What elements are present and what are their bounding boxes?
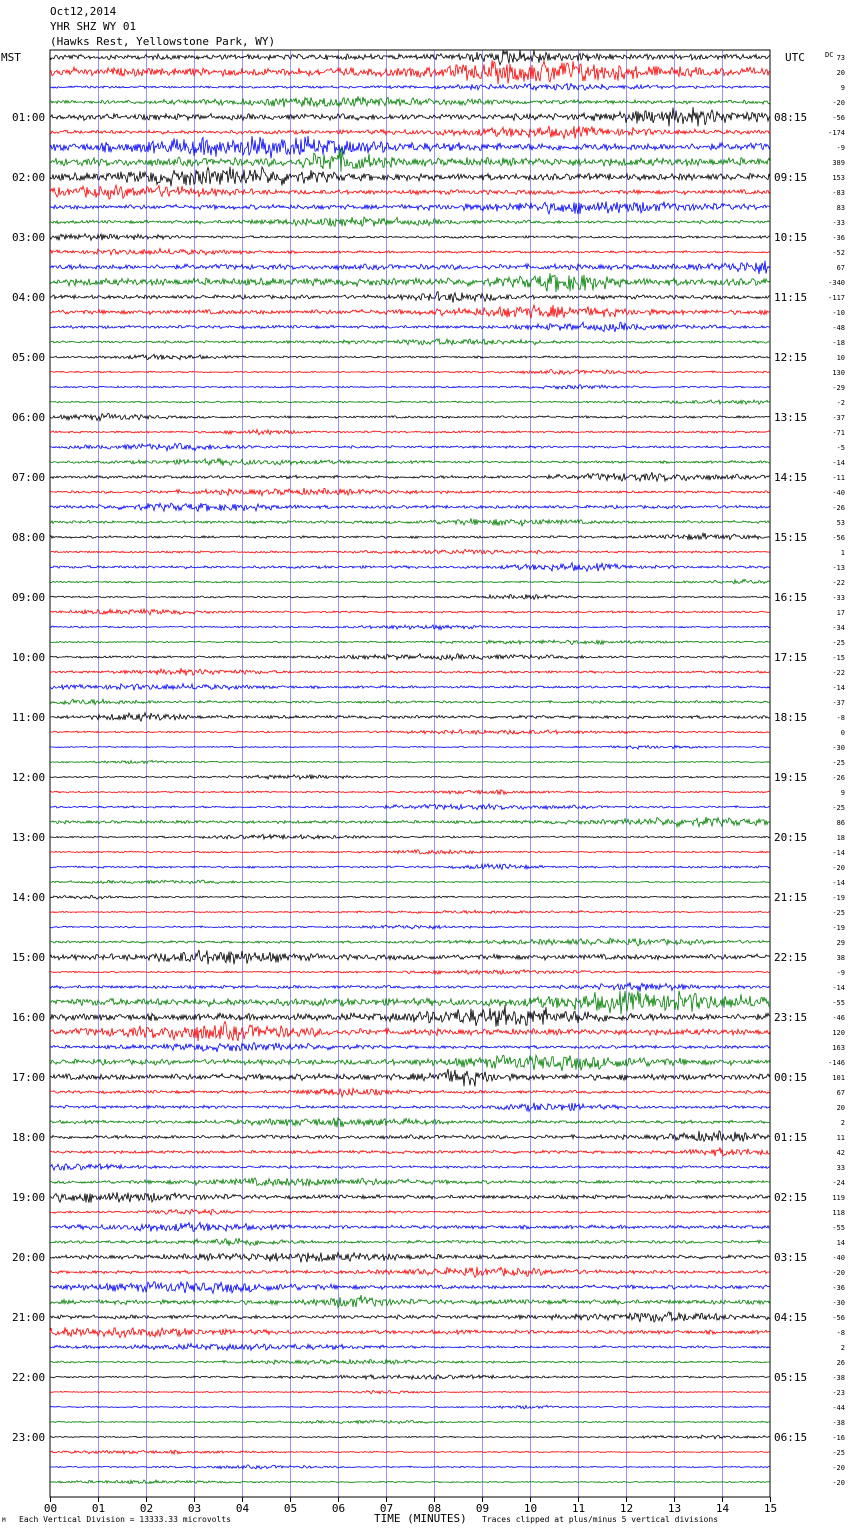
seismic-trace <box>50 1069 770 1087</box>
scale-note: Each Vertical Division = 13333.33 microvolts <box>19 1515 231 1524</box>
dc-offset-label: -22 <box>832 669 845 677</box>
seismic-trace <box>50 413 770 420</box>
dc-offset-label: -14 <box>832 879 845 887</box>
seismic-trace <box>50 1117 770 1127</box>
dc-offset-label: -16 <box>832 1434 845 1442</box>
seismic-trace <box>50 107 770 126</box>
seismic-trace <box>50 1420 770 1424</box>
seismic-trace <box>50 579 770 584</box>
dc-offset-label: -11 <box>832 474 845 482</box>
seismic-trace <box>50 880 770 884</box>
dc-offset-label: 0 <box>840 729 845 737</box>
seismic-trace <box>50 354 770 359</box>
dc-offset-label: -19 <box>832 924 845 932</box>
right-timezone-label: UTC <box>785 51 805 64</box>
dc-offset-label: -29 <box>832 384 845 392</box>
seismic-trace <box>50 185 770 199</box>
dc-offset-label: 389 <box>832 159 845 167</box>
dc-offset-label: -83 <box>832 189 845 197</box>
seismic-trace <box>50 488 770 496</box>
seismic-trace <box>50 1327 770 1337</box>
right-hour-label: 09:15 <box>774 171 808 184</box>
dc-offset-label: -117 <box>828 294 845 302</box>
dc-offset-label: -30 <box>832 744 845 752</box>
dc-offset-label: 2 <box>840 1344 845 1352</box>
seismic-trace <box>50 654 770 660</box>
right-hour-label: 20:15 <box>774 831 808 844</box>
dc-offset-label: -20 <box>832 864 845 872</box>
dc-offset-label: -46 <box>832 1014 845 1022</box>
dc-offset-label: 153 <box>832 174 845 182</box>
dc-offset-label: -44 <box>832 1404 845 1412</box>
seismic-trace <box>50 126 770 139</box>
left-hour-label: 14:00 <box>12 891 46 904</box>
dc-offset-label: -15 <box>832 654 845 662</box>
right-hour-label: 10:15 <box>774 231 808 244</box>
seismic-trace <box>50 990 770 1014</box>
dc-offset-label: -9 <box>836 144 845 152</box>
x-tick-label: 04 <box>235 1502 250 1515</box>
dc-offset-label: -5 <box>836 444 845 452</box>
dc-offset-label: 53 <box>836 519 845 527</box>
dc-offset-label: 26 <box>836 1359 845 1367</box>
seismic-trace <box>50 339 770 345</box>
dc-offset-label: -56 <box>832 534 845 542</box>
dc-offset-label: 9 <box>840 789 845 797</box>
dc-offset-label: -8 <box>836 714 845 722</box>
dc-offset-label: 101 <box>832 1074 845 1082</box>
seismic-trace <box>50 148 770 172</box>
seismic-trace <box>50 1223 770 1232</box>
corner-mark: M <box>2 1517 6 1524</box>
dc-offset-label: -20 <box>832 99 845 107</box>
x-tick-label: 02 <box>139 1502 154 1515</box>
right-hour-label: 04:15 <box>774 1311 808 1324</box>
seismic-trace <box>50 745 770 749</box>
right-hour-label: 22:15 <box>774 951 808 964</box>
dc-offset-label: 118 <box>832 1209 845 1217</box>
seismic-trace <box>50 1375 770 1380</box>
right-hour-label: 11:15 <box>774 291 808 304</box>
seismic-trace <box>50 472 770 481</box>
trace-group <box>50 50 770 1484</box>
right-hour-label: 14:15 <box>774 471 808 484</box>
dc-offset-label: 130 <box>832 369 845 377</box>
seismic-trace <box>50 60 770 84</box>
x-tick-label: 09 <box>475 1502 490 1515</box>
right-hour-label: 17:15 <box>774 651 808 664</box>
dc-offset-label: -22 <box>832 579 845 587</box>
clip-note: Traces clipped at plus/minus 5 vertical divisions <box>482 1515 719 1524</box>
seismic-trace <box>50 1359 770 1364</box>
dc-offset-label: 11 <box>836 1134 845 1142</box>
seismic-trace <box>50 1344 770 1351</box>
seismic-trace <box>50 136 770 158</box>
seismic-trace <box>50 430 770 435</box>
right-hour-label: 13:15 <box>774 411 808 424</box>
dc-offset-label: -71 <box>832 429 845 437</box>
seismic-trace <box>50 1267 770 1277</box>
left-hour-label: 19:00 <box>12 1191 46 1204</box>
dc-offset-label: -25 <box>832 759 845 767</box>
seismic-trace <box>50 84 770 91</box>
left-hour-label: 06:00 <box>12 411 46 424</box>
seismic-trace <box>50 1253 770 1263</box>
seismic-trace <box>50 1088 770 1096</box>
seismic-trace <box>50 1390 770 1393</box>
seismic-trace <box>50 895 770 899</box>
seismic-trace <box>50 1022 770 1042</box>
right-hour-label: 18:15 <box>774 711 808 724</box>
left-hour-label: 09:00 <box>12 591 46 604</box>
seismic-trace <box>50 804 770 810</box>
dc-offset-label: -14 <box>832 849 845 857</box>
seismic-trace <box>50 1238 770 1246</box>
seismic-trace <box>50 609 770 615</box>
dc-offset-label: -40 <box>832 1254 845 1262</box>
dc-offset-label: -55 <box>832 1224 845 1232</box>
dc-offset-label: 1 <box>840 549 845 557</box>
dc-offset-label: -38 <box>832 1374 845 1382</box>
dc-header-label: DC <box>825 51 834 59</box>
seismic-trace <box>50 234 770 241</box>
right-hour-label: 21:15 <box>774 891 808 904</box>
left-hour-label: 15:00 <box>12 951 46 964</box>
seismic-trace <box>50 970 770 975</box>
dc-offset-label: -37 <box>832 414 845 422</box>
seismic-trace <box>50 563 770 572</box>
dc-offset-label: 29 <box>836 939 845 947</box>
dc-offset-label: -20 <box>832 1269 845 1277</box>
dc-offset-label: -25 <box>832 909 845 917</box>
dc-offset-label: 33 <box>836 1164 845 1172</box>
seismic-trace <box>50 261 770 274</box>
x-tick-label: 03 <box>187 1502 202 1515</box>
dc-offset-label: -23 <box>832 1389 845 1397</box>
seismic-trace <box>50 1312 770 1322</box>
seismic-trace <box>50 834 770 839</box>
seismic-trace <box>50 1295 770 1308</box>
dc-offset-label: 86 <box>836 819 845 827</box>
x-tick-label: 05 <box>283 1502 298 1515</box>
dc-offset-label: -25 <box>832 804 845 812</box>
seismic-trace <box>50 864 770 870</box>
dc-offset-label: -52 <box>832 249 845 257</box>
station-location: (Hawks Rest, Yellowstone Park, WY) <box>50 35 276 48</box>
seismic-trace <box>50 950 770 965</box>
seismic-trace <box>50 1192 770 1203</box>
seismic-trace <box>50 1103 770 1112</box>
seismic-trace <box>50 1164 770 1171</box>
x-tick-label: 01 <box>91 1502 106 1515</box>
left-hour-label: 17:00 <box>12 1071 46 1084</box>
seismic-trace <box>50 684 770 691</box>
left-hour-label: 22:00 <box>12 1371 46 1384</box>
dc-offset-label: -36 <box>832 1284 845 1292</box>
seismic-trace <box>50 1450 770 1454</box>
seismic-trace <box>50 322 770 332</box>
seismic-trace <box>50 503 770 511</box>
dc-offset-label: -174 <box>828 129 845 137</box>
left-hour-label: 20:00 <box>12 1251 46 1264</box>
x-tick-label: 15 <box>763 1502 778 1515</box>
seismic-trace <box>50 1131 770 1142</box>
seismic-trace <box>50 217 770 226</box>
seismic-trace <box>50 385 770 389</box>
dc-offset-label: -26 <box>832 504 845 512</box>
station-code: YHR SHZ WY 01 <box>50 20 137 33</box>
right-hour-label: 02:15 <box>774 1191 808 1204</box>
seismic-trace <box>50 1282 770 1294</box>
x-tick-label: 07 <box>379 1502 394 1515</box>
seismic-trace <box>50 938 770 946</box>
seismic-trace <box>50 305 770 319</box>
left-hour-label: 02:00 <box>12 171 46 184</box>
dc-offset-label: -37 <box>832 699 845 707</box>
seismic-trace <box>50 1005 770 1026</box>
dc-offset-label: 20 <box>836 69 845 77</box>
dc-offset-label: -34 <box>832 624 845 632</box>
seismic-trace <box>50 640 770 645</box>
dc-offset-label: 2 <box>840 1119 845 1127</box>
x-tick-label: 12 <box>619 1502 634 1515</box>
right-hour-label: 15:15 <box>774 531 808 544</box>
left-timezone-label: MST <box>1 51 21 64</box>
left-hour-label: 21:00 <box>12 1311 46 1324</box>
dc-offset-label: 42 <box>836 1149 845 1157</box>
seismic-trace <box>50 625 770 630</box>
dc-offset-label: 83 <box>836 204 845 212</box>
seismic-trace <box>50 248 770 255</box>
left-hour-label: 08:00 <box>12 531 46 544</box>
right-hour-label: 08:15 <box>774 111 808 124</box>
dc-offset-label: -20 <box>832 1464 845 1472</box>
seismic-trace <box>50 982 770 991</box>
seismic-trace <box>50 1043 770 1052</box>
seismic-trace <box>50 273 770 292</box>
seismic-trace <box>50 1055 770 1071</box>
dc-offset-label: -14 <box>832 459 845 467</box>
dc-offset-label: 73 <box>836 54 845 62</box>
left-hour-label: 01:00 <box>12 111 46 124</box>
dc-offset-label: -146 <box>828 1059 845 1067</box>
seismic-trace <box>50 1209 770 1215</box>
seismic-trace <box>50 730 770 735</box>
seismic-trace <box>50 925 770 929</box>
dc-offset-label: -340 <box>828 279 845 287</box>
dc-offset-label: -9 <box>836 969 845 977</box>
dc-offset-label: 163 <box>832 1044 845 1052</box>
x-tick-label: 13 <box>667 1502 682 1515</box>
dc-offset-label: -18 <box>832 339 845 347</box>
dc-offset-label: 20 <box>836 1104 845 1112</box>
dc-offset-label: -30 <box>832 1299 845 1307</box>
dc-offset-label: 67 <box>836 264 845 272</box>
right-hour-label: 00:15 <box>774 1071 808 1084</box>
dc-offset-label: -25 <box>832 1449 845 1457</box>
dc-offset-label: 14 <box>836 1239 845 1247</box>
right-hour-label: 12:15 <box>774 351 808 364</box>
seismic-trace <box>50 201 770 214</box>
right-hour-label: 19:15 <box>774 771 808 784</box>
dc-offset-label: 9 <box>840 84 845 92</box>
left-hour-label: 11:00 <box>12 711 46 724</box>
seismic-trace <box>50 1465 770 1469</box>
x-tick-label: 00 <box>43 1502 58 1515</box>
left-hour-label: 12:00 <box>12 771 46 784</box>
left-hour-label: 18:00 <box>12 1131 46 1144</box>
seismic-trace <box>50 775 770 780</box>
left-hour-label: 13:00 <box>12 831 46 844</box>
dc-offset-label: -38 <box>832 1419 845 1427</box>
seismic-trace <box>50 699 770 705</box>
dc-offset-label: 38 <box>836 954 845 962</box>
right-hour-label: 05:15 <box>774 1371 808 1384</box>
seismic-trace <box>50 713 770 721</box>
left-hour-label: 07:00 <box>12 471 46 484</box>
dc-offset-label: 67 <box>836 1089 845 1097</box>
seismic-trace <box>50 817 770 827</box>
dc-offset-label: -14 <box>832 684 845 692</box>
seismic-trace <box>50 400 770 404</box>
dc-offset-label: -48 <box>832 324 845 332</box>
seismic-trace <box>50 50 770 65</box>
dc-offset-label: -19 <box>832 894 845 902</box>
seismic-trace <box>50 533 770 540</box>
chart-label-group <box>12 51 845 1515</box>
seismic-trace <box>50 167 770 187</box>
seismic-trace <box>50 1178 770 1186</box>
left-hour-label: 10:00 <box>12 651 46 664</box>
right-hour-label: 06:15 <box>774 1431 808 1444</box>
x-tick-label: 11 <box>571 1502 586 1515</box>
dc-offset-label: -20 <box>832 1479 845 1487</box>
left-hour-label: 04:00 <box>12 291 46 304</box>
seismic-trace <box>50 760 770 764</box>
seismic-trace <box>50 549 770 554</box>
x-tick-label: 10 <box>523 1502 538 1515</box>
right-hour-label: 16:15 <box>774 591 808 604</box>
dc-offset-label: 119 <box>832 1194 845 1202</box>
left-hour-label: 05:00 <box>12 351 46 364</box>
dc-offset-label: -40 <box>832 489 845 497</box>
dc-offset-label: 120 <box>832 1029 845 1037</box>
x-tick-label: 08 <box>427 1502 442 1515</box>
seismic-trace <box>50 459 770 466</box>
seismic-trace <box>50 1405 770 1408</box>
right-hour-label: 23:15 <box>774 1011 808 1024</box>
x-axis-title: TIME (MINUTES) <box>374 1512 467 1525</box>
seismic-trace <box>50 1147 770 1156</box>
seismic-trace <box>50 443 770 451</box>
dc-offset-label: -56 <box>832 114 845 122</box>
dc-offset-label: -25 <box>832 639 845 647</box>
left-hour-label: 23:00 <box>12 1431 46 1444</box>
dc-offset-label: 10 <box>836 354 845 362</box>
dc-offset-label: 17 <box>836 609 845 617</box>
seismic-trace <box>50 518 770 526</box>
dc-offset-label: -33 <box>832 594 845 602</box>
record-date: Oct12,2014 <box>50 5 117 18</box>
seismic-trace <box>50 594 770 599</box>
dc-offset-label: -13 <box>832 564 845 572</box>
dc-offset-label: -2 <box>836 399 845 407</box>
seismic-trace <box>50 910 770 913</box>
dc-offset-label: -56 <box>832 1314 845 1322</box>
seismic-trace <box>50 292 770 303</box>
seismic-trace <box>50 1480 770 1484</box>
dc-offset-label: -8 <box>836 1329 845 1337</box>
seismic-trace <box>50 790 770 795</box>
dc-offset-label: -24 <box>832 1179 845 1187</box>
seismic-trace <box>50 96 770 107</box>
dc-offset-label: -26 <box>832 774 845 782</box>
left-hour-label: 16:00 <box>12 1011 46 1024</box>
dc-offset-label: 18 <box>836 834 845 842</box>
seismic-trace <box>50 668 770 675</box>
seismic-trace <box>50 850 770 854</box>
seismic-trace <box>50 1435 770 1439</box>
dc-offset-label: -10 <box>832 309 845 317</box>
x-tick-label: 14 <box>715 1502 730 1515</box>
seismic-trace <box>50 369 770 374</box>
dc-offset-label: -36 <box>832 234 845 242</box>
x-tick-label: 06 <box>331 1502 346 1515</box>
dc-offset-label: -33 <box>832 219 845 227</box>
left-hour-label: 03:00 <box>12 231 46 244</box>
right-hour-label: 03:15 <box>774 1251 808 1264</box>
dc-offset-label: -55 <box>832 999 845 1007</box>
dc-offset-label: -14 <box>832 984 845 992</box>
right-hour-label: 01:15 <box>774 1131 808 1144</box>
